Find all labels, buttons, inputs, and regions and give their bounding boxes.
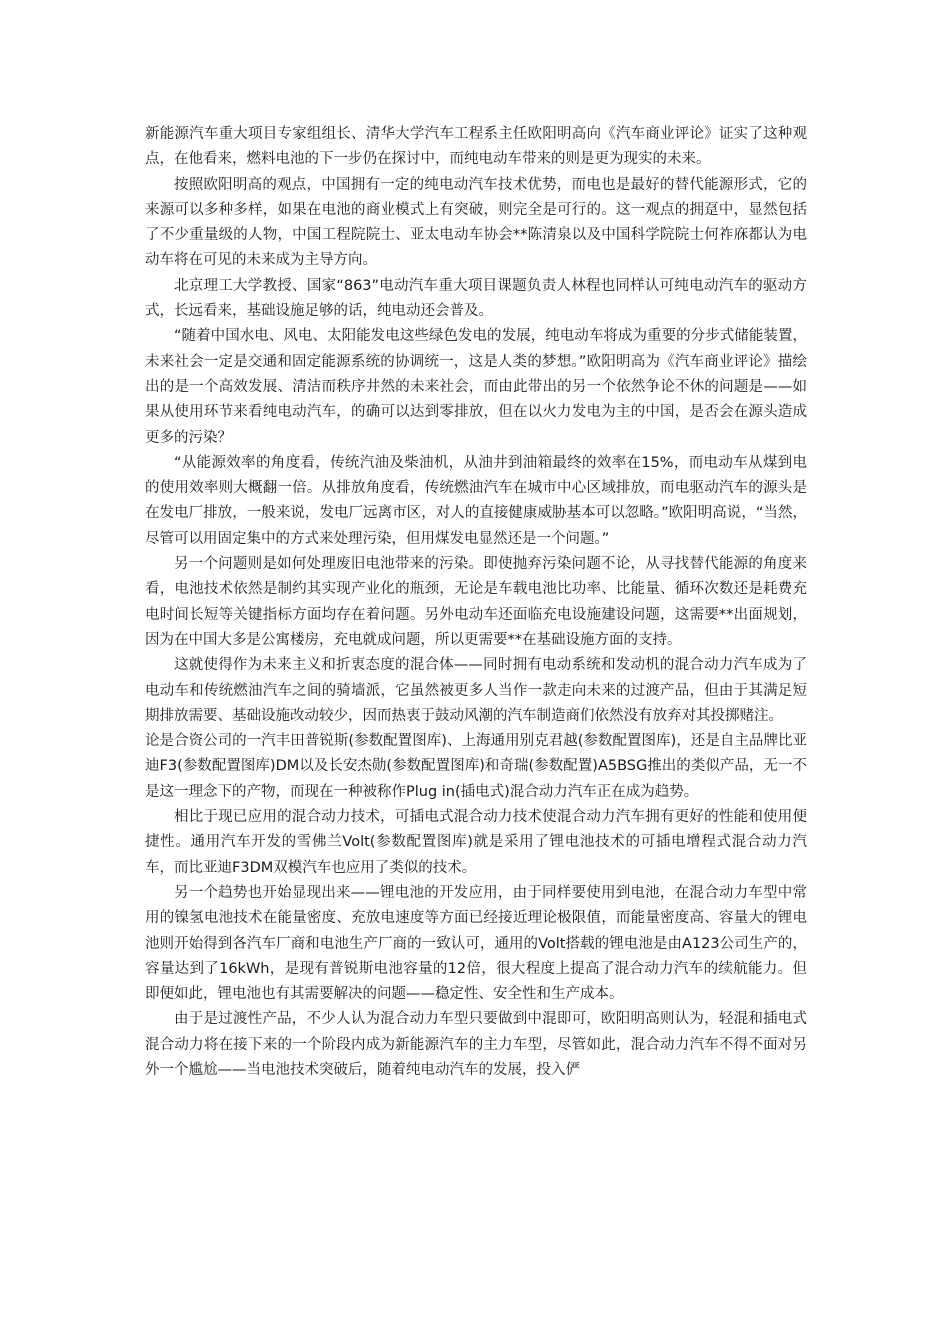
paragraph: 论是合资公司的一汽丰田普锐斯(参数配置图库)、上海通用别克君越(参数配置图库)，还是自主品牌比亚迪F3(参数配置图库)DM以及长安杰勋(参数配置图库)和奇瑞(参数配置)A5BSG推出的类似产品，无一不是这一理念下的产物，而现在一种被称作Plug in(插电式)混合动力汽车正在成为趋势。 [145, 733, 807, 800]
document-body [145, 122, 807, 1083]
paragraph: 另一个趋势也开始显现出来——锂电池的开发应用，由于同样要使用到电池，在混合动力车型中常用的镍氢电池技术在能量密度、充放电速度等方面已经接近理论极限值，而能量密度高、容量大的锂电池则开始得到各汽车厂商和电池生产厂商的一致认可，通用的Volt搭载的锂电池是由A123公司生产的，容量达到了16kWh，是现有普锐斯电池容量的12倍，很大程度上提高了混合动力汽车的续航能力。但即便如此，锂电池也有其需要解决的问题——稳定性、安全性和生产成本。 [145, 884, 807, 1003]
paragraph: “从能源效率的角度看，传统汽油及柴油机，从油井到油箱最终的效率在15%，而电动车从煤到电的使用效率则大概翻一倍。从排放角度看，传统燃油汽车在城市中心区域排放，而电驱动汽车的源头是在发电厂排放，一般来说，发电厂远离市区，对人的直接健康威胁基本可以忽略。”欧阳明高说，“当然，尽管可以用固定集中的方式来处理污染，但用煤发电显然还是一个问题。” [145, 454, 807, 547]
paragraph: “随着中国水电、风电、太阳能发电这些绿色发电的发展，纯电动车将成为重要的分步式储能装置，未来社会一定是交通和固定能源系统的协调统一，这是人类的梦想。”欧阳明高为《汽车商业评论》描绘出的是一个高效发展、清洁而秩序井然的未来社会，而由此带出的另一个依然争论不休的问题是——如果从使用环节来看纯电动汽车，的确可以达到零排放，但在以火力发电为主的中国，是否会在源头造成更多的污染？ [145, 328, 807, 446]
paragraph: 由于是过渡性产品，不少人认为混合动力车型只要做到中混即可，欧阳明高则认为，轻混和插电式混合动力将在接下来的一个阶段内成为新能源汽车的主力车型，尽管如此，混合动力汽车不得不面对另外一个尴尬——当电池技术突破后，随着纯电动汽车的发展，投入俨 [145, 1011, 807, 1078]
paragraph: 相比于现已应用的混合动力技术，可插电式混合动力技术使混合动力汽车拥有更好的性能和使用便捷性。通用汽车开发的雪佛兰Volt(参数配置图库)就是采用了锂电池技术的可插电增程式混合动力汽车，而比亚迪F3DM双模汽车也应用了类似的技术。 [145, 809, 807, 876]
paragraph: 北京理工大学教授、国家“863”电动汽车重大项目课题负责人林程也同样认可纯电动汽车的驱动方式，长远看来，基础设施足够的话，纯电动还会普及。 [145, 277, 807, 320]
paragraph: 新能源汽车重大项目专家组组长、清华大学汽车工程系主任欧阳明高向《汽车商业评论》证实了这种观点，在他看来，燃料电池的下一步仍在探讨中，而纯电动车带来的则是更为现实的未来。 [145, 126, 807, 168]
paragraph: 这就使得作为未来主义和折衷态度的混合体——同时拥有电动系统和发动机的混合动力汽车成为了电动车和传统燃油汽车之间的骑墙派，它虽然被更多人当作一款走向未来的过渡产品，但由于其满足短期排放需要、基础设施改动较少，因而热衷于鼓动风潮的汽车制造商们依然没有放弃对其投掷赌注。 [145, 657, 807, 724]
paragraph: 另一个问题则是如何处理废旧电池带来的污染。即使抛弃污染问题不论，从寻找替代能源的角度来看，电池技术依然是制约其实现产业化的瓶颈，无论是车载电池比功率、比能量、循环次数还是耗费充电时间长短等关键指标方面均存在着问题。另外电动车还面临充电设施建设问题，这需要**出面规划，因为在中国大多是公寓楼房，充电就成问题，所以更需要**在基础设施方面的支持。 [145, 556, 807, 648]
paragraph: 按照欧阳明高的观点，中国拥有一定的纯电动汽车技术优势，而电也是最好的替代能源形式，它的来源可以多种多样，如果在电池的商业模式上有突破，则完全是可行的。这一观点的拥趸中，显然包括了不少重量级的人物，中国工程院院士、亚太电动车协会**陈清泉以及中国科学院院士何祚庥都认为电动车将在可见的未来成为主导方向。 [145, 176, 807, 269]
